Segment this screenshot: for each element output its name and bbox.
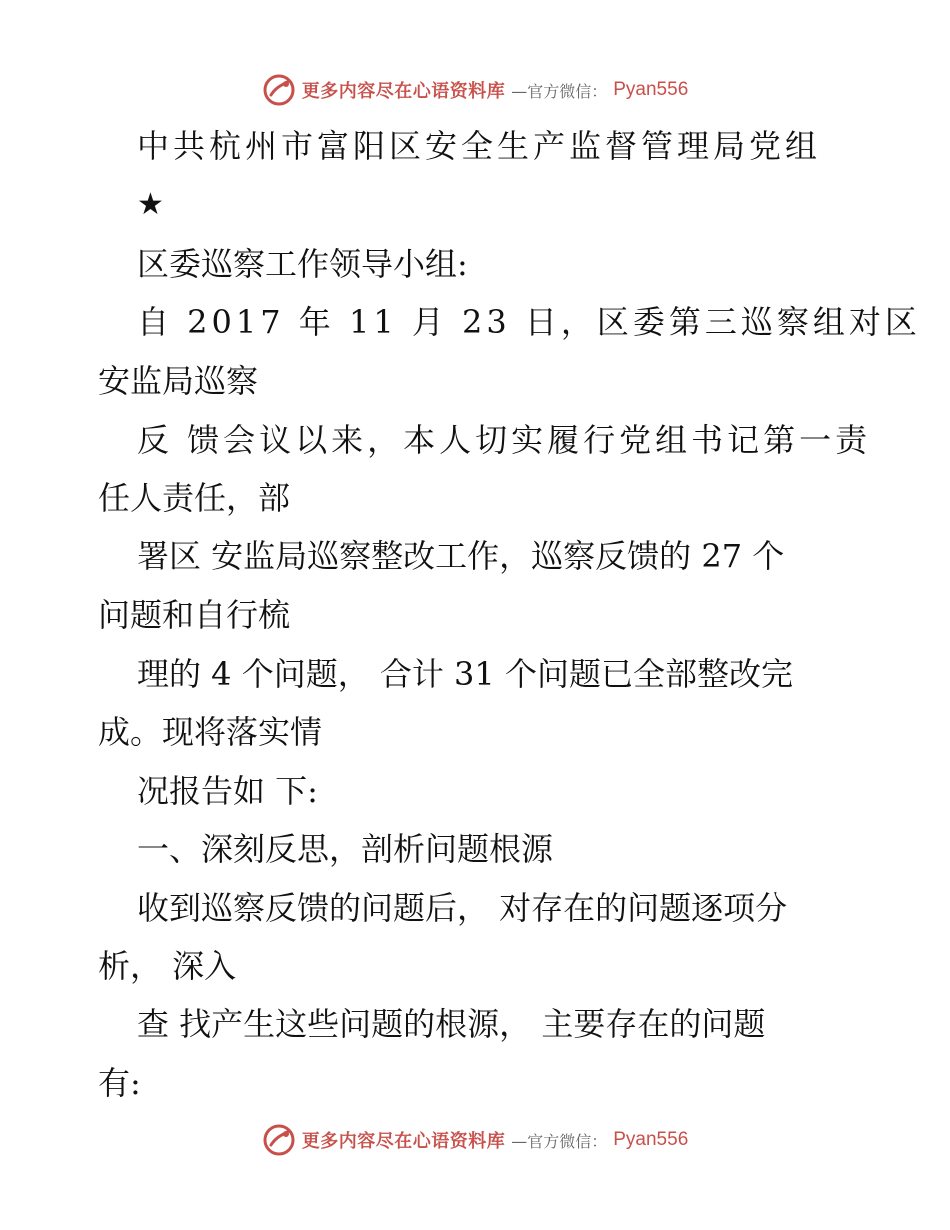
paragraph-line: 析， 深入 <box>98 947 237 985</box>
paragraph-line: 署区 安监局巡察整改工作，巡察反馈的 27 个 <box>137 537 785 575</box>
addressee-line: 区委巡察工作领导小组: <box>137 245 468 283</box>
watermark-separator: —官方微信： <box>511 81 608 101</box>
watermark-banner-top <box>0 70 950 110</box>
section-heading: 一、深刻反思，剖析问题根源 <box>137 830 554 868</box>
red-scroll-logo-icon <box>262 73 296 107</box>
paragraph-line: 任人责任，部 <box>98 479 291 517</box>
paragraph-line: 成。现将落实情 <box>98 713 323 751</box>
paragraph-line: 有: <box>98 1064 141 1102</box>
watermark-text: 更多内容尽在心语资料库 <box>301 1131 506 1152</box>
watermark-wechat-id: Pyan556 <box>613 1129 689 1150</box>
watermark-separator: —官方微信： <box>511 1131 608 1151</box>
red-scroll-logo-icon <box>262 1123 296 1157</box>
paragraph-line: 收到巡察反馈的问题后， 对存在的问题逐项分 <box>137 889 788 927</box>
paragraph-line: 反 馈会议以来，本人切实履行党组书记第一责 <box>137 421 872 459</box>
paragraph-line: 安监局巡察 <box>98 362 259 400</box>
paragraph-line: 况报告如 下: <box>137 772 318 810</box>
watermark-text: 更多内容尽在心语资料库 <box>301 81 506 102</box>
paragraph-line: 理的 4 个问题， 合计 31 个问题已全部整改完 <box>137 655 793 693</box>
watermark-banner-bottom <box>0 1120 950 1160</box>
paragraph-line: 查 找产生这些问题的根源， 主要存在的问题 <box>137 1005 766 1043</box>
paragraph-line: 问题和自行梳 <box>98 596 291 634</box>
paragraph-line: 自 2017 年 11 月 23 日，区委第三巡察组对区 <box>137 303 921 341</box>
document-heading: 中共杭州市富阳区安全生产监督管理局党组 <box>137 127 822 165</box>
star-symbol: ★ <box>137 187 164 222</box>
watermark-wechat-id: Pyan556 <box>613 79 689 100</box>
